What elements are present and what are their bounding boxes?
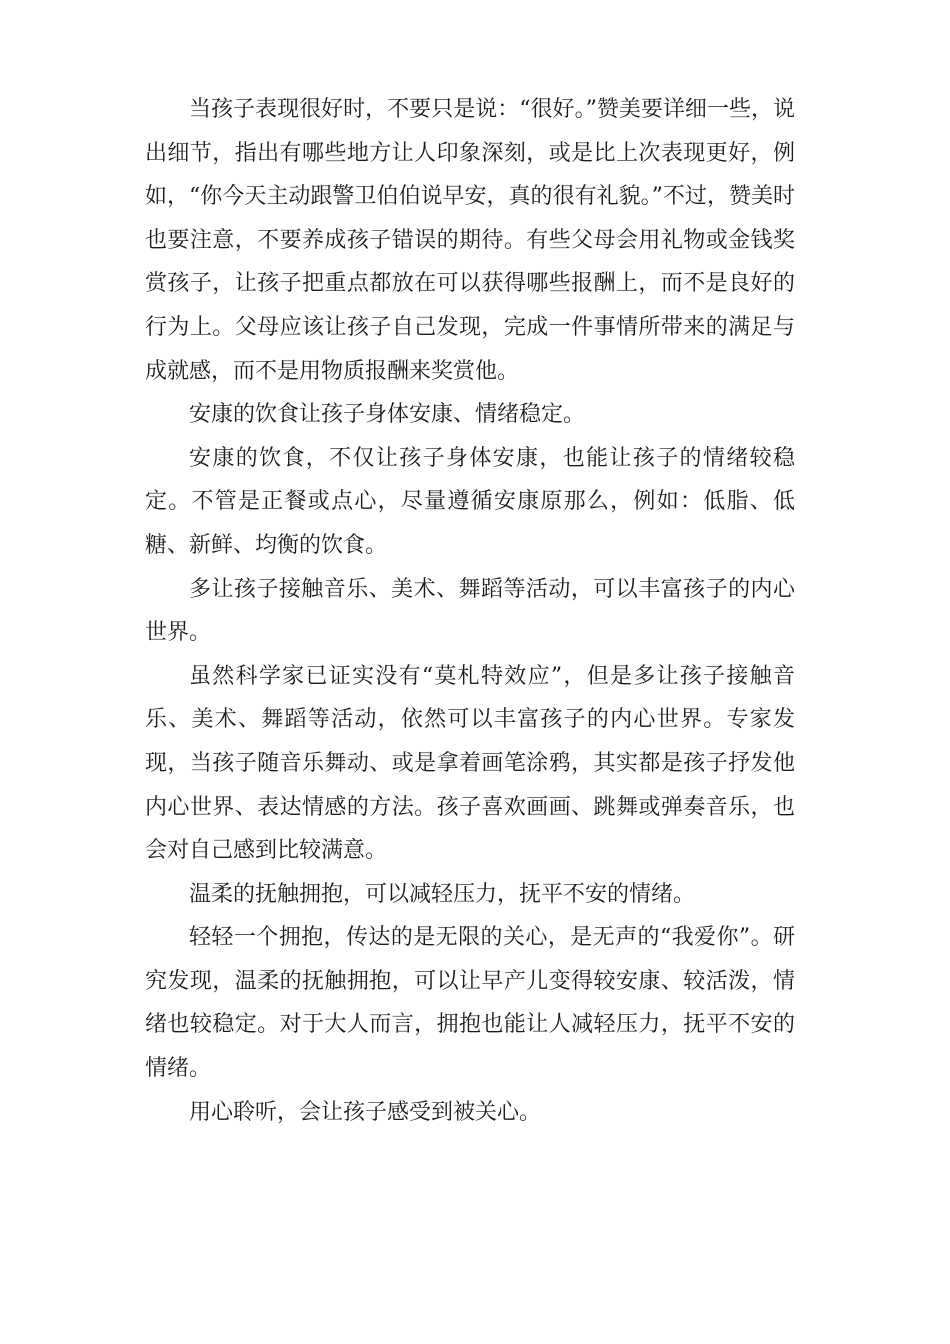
paragraph-arts-activities: 虽然科学家已证实没有“莫札特效应”，但是多让孩子接触音乐、美术、舞蹈等活动，依然可以丰富孩子的内心世界。专家发现，当孩子随音乐舞动、或是拿着画笔涂鸦，其实都是孩子抒发他内心世界、表达情感的方法。孩子喜欢画画、跳舞或弹奏音乐，也会对自己感到比较满意。: [145, 663, 795, 864]
heading-gentle-hug: 温柔的抚触拥抱，可以减轻压力，抚平不安的情绪。: [189, 881, 696, 907]
paragraph-healthy-diet: 安康的饮食，不仅让孩子身体安康，也能让孩子的情绪较稳定。不管是正餐或点心，尽量遵循安康原那么，例如：低脂、低糖、新鲜、均衡的饮食。: [145, 445, 795, 558]
paragraph-gentle-hug: 轻轻一个拥抱，传达的是无限的关心，是无声的“我爱你”。研究发现，温柔的抚触拥抱，可以让早产儿变得较安康、较活泼，情绪也较稳定。对于大人而言，拥抱也能让人减轻压力，抚平不安的情绪。: [145, 925, 795, 1082]
paragraph-praise-details: 当孩子表现很好时，不要只是说：“很好。”赞美要详细一些，说出细节，指出有哪些地方让人印象深刻，或是比上次表现更好，例如，“你今天主动跟警卫伯伯说早安，真的很有礼貌。”不过，赞美时也要注意，不要养成孩子错误的期待。有些父母会用礼物或金钱奖赏孩子，让孩子把重点都放在可以获得哪些报酬上，而不是良好的行为上。父母应该让孩子自己发现，完成一件事情所带来的满足与成就感，而不是用物质报酬来奖赏他。: [145, 97, 795, 384]
heading-listen-attentively: 用心聆听，会让孩子感受到被关心。: [189, 1099, 542, 1125]
document-body: [145, 88, 795, 1134]
heading-arts-activities: 多让孩子接触音乐、美术、舞蹈等活动，可以丰富孩子的内心世界。: [145, 576, 795, 646]
heading-healthy-diet: 安康的饮食让孩子身体安康、情绪稳定。: [189, 402, 586, 428]
